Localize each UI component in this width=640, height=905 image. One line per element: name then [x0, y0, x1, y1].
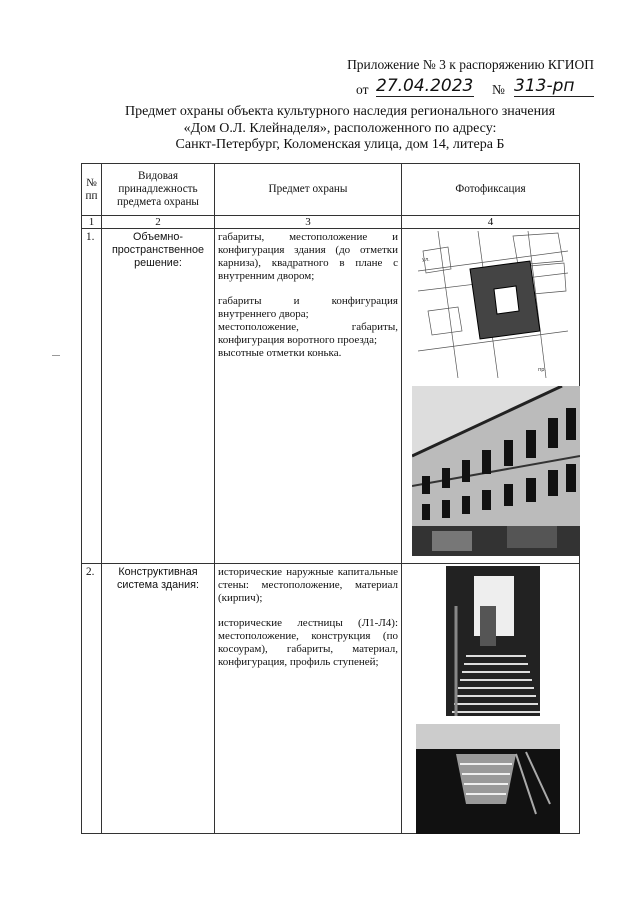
row-subject — [215, 229, 402, 564]
order-date: 27.04.2023 — [376, 76, 474, 96]
subject-item: высотные отметки конька. — [218, 347, 342, 359]
row-number: 1. — [82, 229, 102, 564]
header-no: № пп — [82, 164, 102, 216]
row-photos — [402, 229, 580, 564]
header-subject: Предмет охраны — [215, 164, 402, 216]
appendix-line: Приложение № 3 к распоряжению КГИОП — [347, 57, 594, 72]
col-number: 4 — [402, 216, 580, 229]
number-label: № — [492, 82, 505, 97]
row-number: 2. — [82, 564, 102, 834]
col-number: 1 — [82, 216, 102, 229]
title-line-3: Санкт-Петербург, Коломенская улица, дом 14, литера Б — [175, 137, 505, 152]
title-line-1: Предмет охраны объекта культурного наследия регионального значения — [124, 104, 556, 119]
site-plan-image — [418, 231, 568, 378]
protection-table — [81, 163, 580, 834]
row-subject — [215, 564, 402, 834]
header-photo: Фотофиксация — [402, 164, 580, 216]
margin-mark — [52, 355, 60, 356]
row-type: Объемно-пространственное решение: — [102, 229, 215, 564]
col-number: 3 — [215, 216, 402, 229]
table-row — [82, 229, 580, 564]
row-photos — [402, 564, 580, 834]
subject-item: местоположение, габариты, конфигурация воротного проезда; — [218, 321, 398, 346]
from-label: от — [356, 82, 369, 97]
order-number: 313-рп — [514, 76, 594, 97]
staircase-image — [416, 724, 560, 834]
subject-item: исторические наружные капитальные стены: местоположение, материал (кирпич); — [218, 566, 398, 604]
subject-item: габариты, местоположение и конфигурация здания (до отметки карниза), квадратного в плане с внутренним двором; — [218, 231, 398, 282]
document-title — [60, 104, 620, 154]
svg-text:ул.: ул. — [422, 257, 430, 263]
title-line-2: «Дом О.Л. Клейнаделя», расположенного по адресу: — [183, 120, 497, 136]
subject-item: габариты и конфигурация внутреннего двора; — [218, 295, 398, 320]
col-number: 2 — [102, 216, 215, 229]
svg-text:пр.: пр. — [538, 367, 547, 373]
table-header-row — [82, 164, 580, 216]
building-facade-image — [412, 386, 580, 556]
table-row — [82, 564, 580, 834]
header-type: Видовая принадлежность предмета охраны — [102, 164, 215, 216]
row-type: Конструктивная система здания: — [102, 564, 215, 834]
column-number-row — [82, 216, 580, 229]
staircase-image — [446, 566, 540, 716]
subject-item: исторические лестницы (Л1-Л4): местоположение, конструкция (по косоурам), габариты, материал, конфигурация, профиль ступеней; — [218, 617, 398, 668]
